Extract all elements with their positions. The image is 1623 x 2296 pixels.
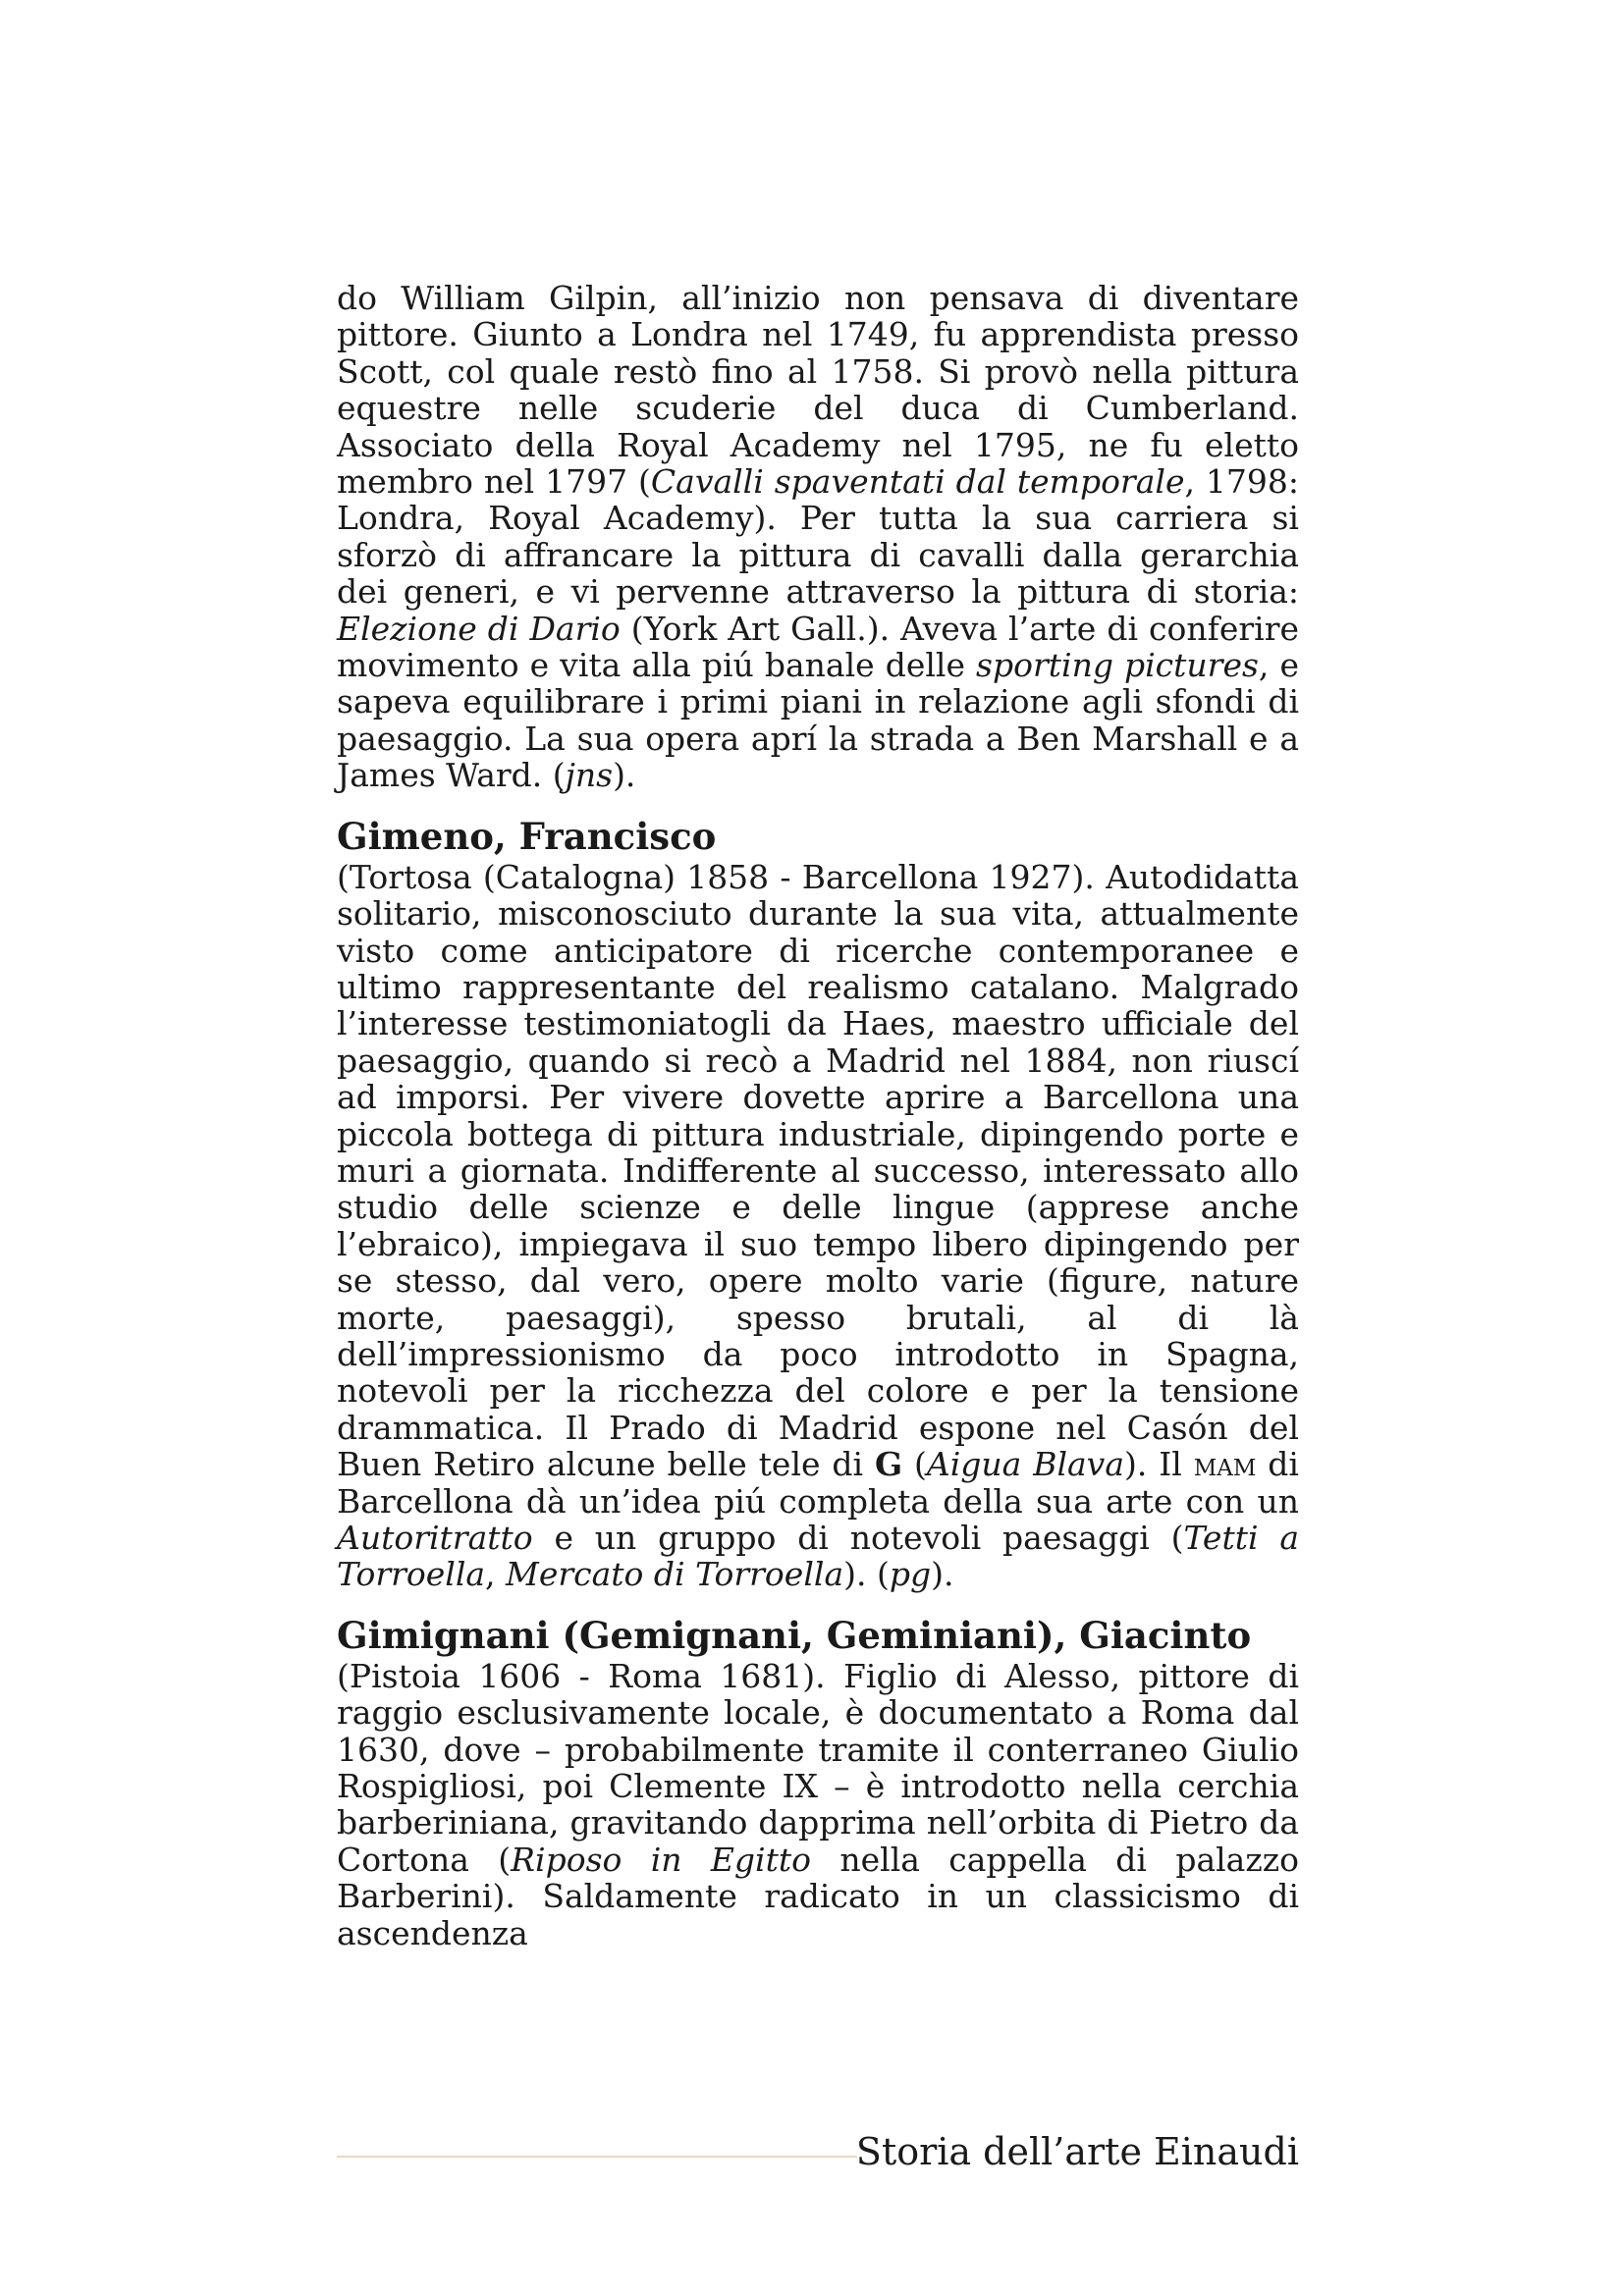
entry-title: Gimeno, Francisco	[337, 814, 717, 858]
page-content	[337, 280, 1299, 1951]
entry-title: Gimignani (Gemignani, Geminiani), Giacinto	[337, 1613, 1252, 1657]
author-initials: jns	[565, 756, 614, 795]
entry-gimeno	[337, 814, 1299, 1593]
text-run: , e sapeva equilibrare i primi piani in relazione agli sfondi di paesaggio. La sua opera aprí la strada a Ben Marshall e a James Ward. (	[337, 646, 1299, 795]
text-run: e un gruppo di notevoli paesaggi (	[532, 1519, 1184, 1557]
artwork-title: Tetti a Torroella	[337, 1519, 1300, 1594]
entry-body	[337, 1658, 1299, 1951]
text-run: nella cappella di palazzo Barberini). Saldamente radicato in un classicismo di ascendenza	[337, 1840, 1299, 1952]
subject-abbrev: G	[874, 1445, 903, 1484]
entry-body	[337, 859, 1299, 1593]
text-run: (Tortosa (Catalogna) 1858 - Barcellona 1927). Autodidatta solitario, misconosciuto durante la sua vita, attualmente visto come anticipatore di ricerche contemporanee e ultimo rappresentante del realismo catalano. Malgrado l’interesse testimoniatogli da Haes, maestro ufficiale del paesaggio, quando si recò a Madrid nel 1884, non riuscí ad imporsi. Per vivere dovette aprire a Barcellona una piccola bottega di pittura industriale, dipingendo porte e muri a giornata. Indifferente al successo, interessato allo studio delle scienze e delle lingue (apprese anche l’ebraico), impiegava il suo tempo libero dipingendo per se stesso, dal vero, opere molto varie (figure, nature morte, paesaggi), spesso brutali, al di là dell’impressionismo da poco introdotto in Spagna, notevoli per la ricchezza del colore e per la tensione drammatica. Il Prado di Madrid espone nel Casón del Buen Retiro alcune belle tele di	[337, 857, 1299, 1484]
text-run: (	[902, 1445, 927, 1484]
artwork-title: Riposo in Egitto	[511, 1840, 812, 1879]
entry-gimignani	[337, 1613, 1299, 1951]
entry-gilpin-body	[337, 280, 1299, 794]
text-run: , 1798: Londra, Royal Academy). Per tutta la sua carriera si sforzò di affrancare la pittura di cavalli dalla gerarchia dei generi, e vi pervenne attraverso la pittura di storia:	[337, 462, 1299, 612]
text-run: ).	[931, 1555, 954, 1594]
italic-term: sporting pictures	[976, 646, 1259, 685]
footer-publication-title: Storia dell’arte Einaudi	[855, 2130, 1299, 2173]
text-run: (Pistoia 1606 - Roma 1681). Figlio di Alesso, pittore di raggio esclusivamente locale, è documentato a Roma dal 1630, dove – probabilmente tramite il conterraneo Giulio Rospigliosi, poi Clemente IX – è introdotto nella cerchia barberiniana, gravitando dapprima nell’orbita di Pietro da Cortona (	[337, 1656, 1299, 1879]
text-run: (York Art Gall.). Aveva l’arte di conferire movimento e vita alla piú banale delle	[337, 609, 1299, 685]
museum-abbrev: mam	[1193, 1445, 1257, 1484]
artwork-title: Aigua Blava	[926, 1445, 1124, 1484]
footer-rule	[337, 2156, 857, 2158]
text-run: ,	[485, 1555, 507, 1594]
text-run: di Barcellona dà un’idea piú completa della sua arte con un	[337, 1445, 1299, 1521]
artwork-title: Mercato di Torroella	[506, 1555, 844, 1594]
artwork-title: Autoritratto	[337, 1519, 533, 1557]
page-footer	[337, 2130, 1299, 2179]
text-run: ). (	[843, 1555, 890, 1594]
artwork-title: Cavalli spaventati dal temporale	[650, 462, 1185, 502]
text-run: do William Gilpin, all’inizio non pensava di diventare pittore. Giunto a Londra nel 1749, fu apprendista presso Scott, col quale restò fino al 1758. Si provò nella pittura equestre nelle scuderie del duca di Cumberland. Associato della Royal Academy nel 1795, ne fu eletto membro nel 1797 (	[337, 279, 1299, 502]
text-run: ).	[613, 756, 636, 795]
author-initials: pg	[889, 1555, 932, 1594]
artwork-title: Elezione di Dario	[337, 609, 621, 648]
text-run: ). Il	[1124, 1445, 1194, 1484]
